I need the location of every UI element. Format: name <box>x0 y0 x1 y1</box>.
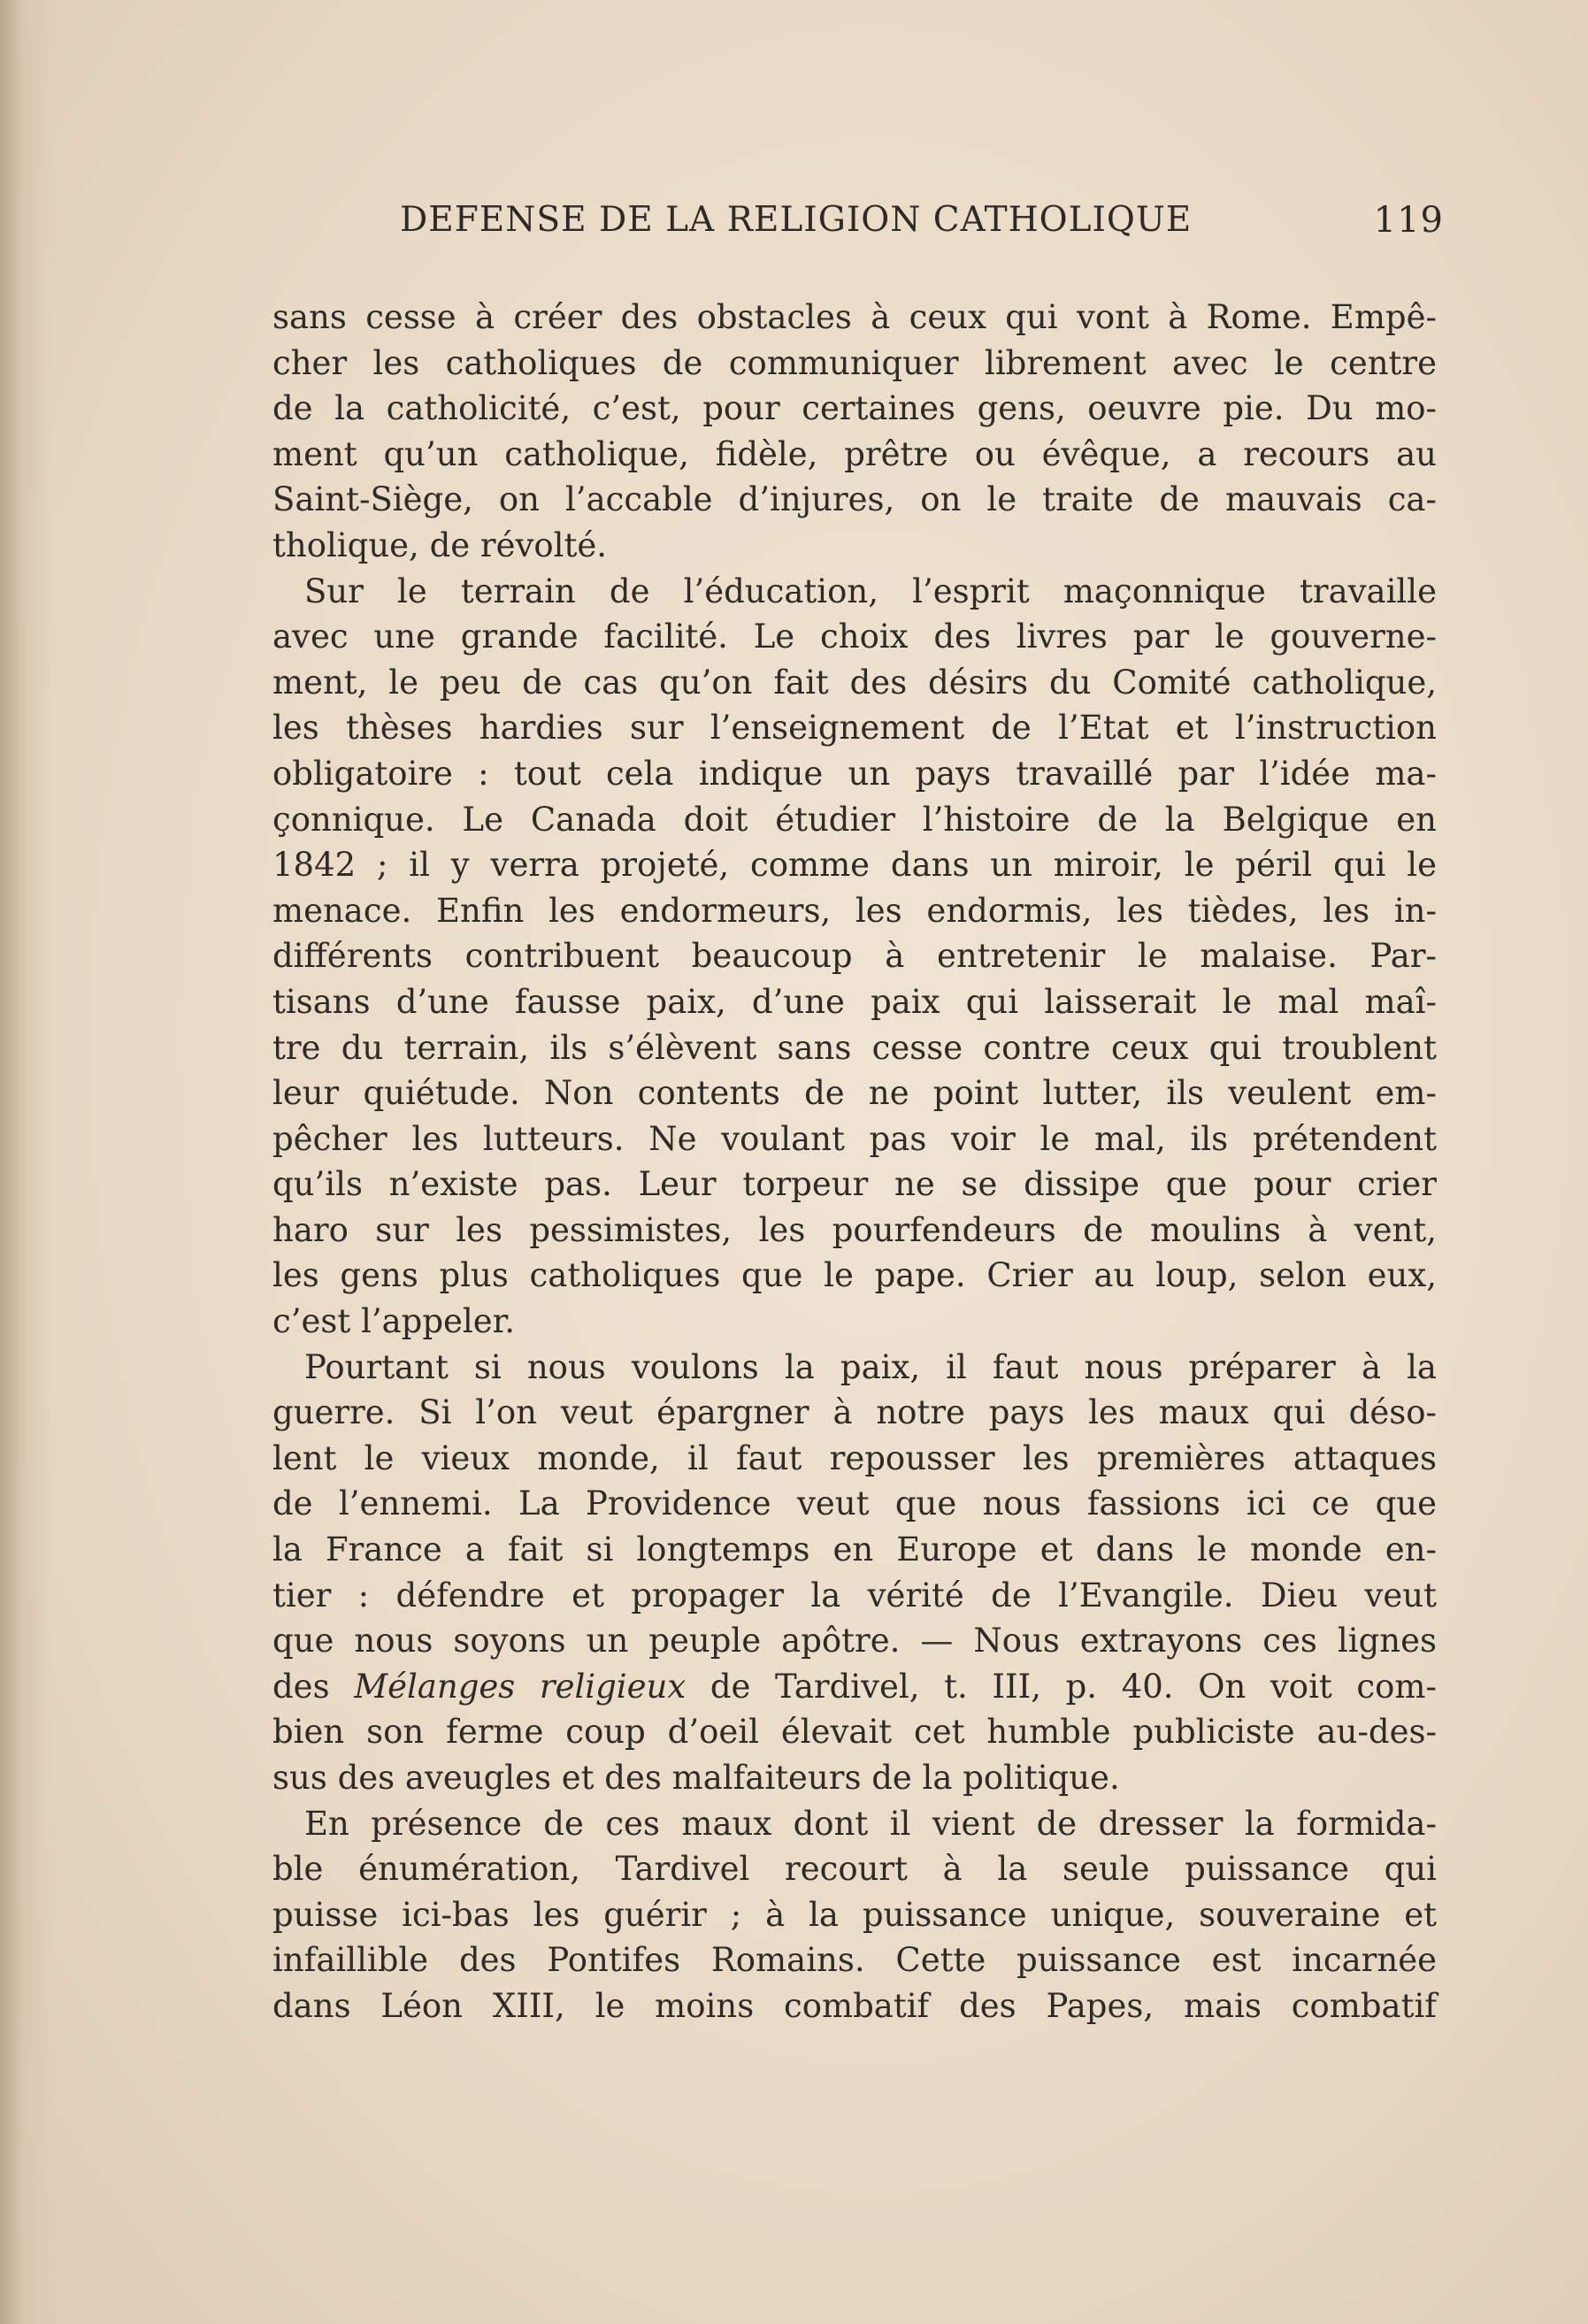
text-line: tisans d’une fausse paix, d’une paix qui laisserait le mal maî- <box>272 982 1437 1021</box>
text-line: guerre. Si l’on veut épargner à notre pays les maux qui déso- <box>272 1393 1437 1432</box>
text-line: ment qu’un catholique, fidèle, prêtre ou évêque, a recours au <box>272 434 1437 473</box>
text-line: dans Léon XIII, le moins combatif des Papes, mais combatif <box>272 1986 1437 2025</box>
text-line: tholique, de révolté. <box>272 525 608 564</box>
text-line: Pourtant si nous voulons la paix, il faut nous préparer à la <box>304 1347 1437 1386</box>
text-line: pêcher les lutteurs. Ne voulant pas voir le mal, ils prétendent <box>272 1119 1437 1158</box>
running-title: DEFENSE DE LA RELIGION CATHOLIQUE <box>400 200 1193 240</box>
text-line: les thèses hardies sur l’enseignement de l’Etat et l’instruction <box>272 709 1437 748</box>
text-line: Sur le terrain de l’éducation, l’esprit maçonnique travaille <box>304 571 1437 610</box>
paragraph-2 <box>272 569 1437 1345</box>
text-line: avec une grande facilité. Le choix des livres par le gouverne- <box>272 617 1437 656</box>
text-line: de l’ennemi. La Providence veut que nous fassions ici ce que <box>272 1484 1437 1523</box>
text-line: En présence de ces maux dont il vient de dresser la formida- <box>304 1804 1437 1843</box>
paragraph-4 <box>272 1801 1437 2029</box>
text-fragment: des <box>272 1667 355 1706</box>
text-line: qu’ils n’existe pas. Leur torpeur ne se dissipe que pour crier <box>272 1165 1437 1204</box>
text-line: ble énumération, Tardivel recourt à la seule puissance qui <box>272 1850 1437 1889</box>
text-line: Saint-Siège, on l’accable d’injures, on le traite de mauvais ca- <box>272 480 1437 519</box>
text-line: infaillible des Pontifes Romains. Cette puissance est incarnée <box>272 1941 1437 1980</box>
body-text <box>272 295 1437 2029</box>
page-number: 119 <box>1373 200 1444 241</box>
text-line: tre du terrain, ils s’élèvent sans cesse contre ceux qui troublent <box>272 1028 1437 1067</box>
paragraph-1 <box>272 295 1437 569</box>
text-line: lent le vieux monde, il faut repousser les premières attaques <box>272 1438 1437 1477</box>
text-line: que nous soyons un peuple apôtre. — Nous extrayons ces lignes <box>272 1622 1437 1661</box>
book-title-italic: Mélanges religieux <box>354 1667 687 1706</box>
text-line: leur quiétude. Non contents de ne point lutter, ils veulent em- <box>272 1074 1437 1113</box>
text-line: 1842 ; il y verra projeté, comme dans un miroir, le péril qui le <box>272 846 1437 885</box>
page-header <box>274 200 1444 253</box>
text-line: les gens plus catholiques que le pape. Crier au loup, selon eux, <box>272 1256 1437 1295</box>
text-line: puisse ici-bas les guérir ; à la puissance unique, souveraine et <box>272 1895 1437 1934</box>
page-gutter-shadow <box>0 0 53 2324</box>
text-line: la France a fait si longtemps en Europe et dans le monde en- <box>272 1530 1437 1569</box>
text-line: sus des aveugles et des malfaiteurs de la politique. <box>272 1759 1120 1797</box>
text-line: ment, le peu de cas qu’on fait des désirs du Comité catholique, <box>272 663 1437 702</box>
text-line: de la catholicité, c’est, pour certaines gens, oeuvre pie. Du mo- <box>272 389 1437 428</box>
text-line: différents contribuent beaucoup à entretenir le malaise. Par- <box>272 937 1437 976</box>
text-line: haro sur les pessimistes, les pourfendeurs de moulins à vent, <box>272 1210 1437 1249</box>
text-line: tier : défendre et propager la vérité de l’Evangile. Dieu veut <box>272 1576 1437 1615</box>
text-line: cher les catholiques de communiquer librement avec le centre <box>272 343 1437 382</box>
text-line: obligatoire : tout cela indique un pays travaillé par l’idée ma- <box>272 754 1437 793</box>
text-fragment: de Tardivel, t. III, p. 40. On voit com- <box>686 1667 1437 1706</box>
text-line: çonnique. Le Canada doit étudier l’histoire de la Belgique en <box>272 800 1437 839</box>
text-line: c’est l’appeler. <box>272 1302 516 1341</box>
paragraph-3 <box>272 1345 1437 1801</box>
text-line-italic-title <box>272 1664 1437 1710</box>
text-line: bien son ferme coup d’oeil élevait cet humble publiciste au-des- <box>272 1713 1437 1752</box>
text-line: menace. Enfin les endormeurs, les endormis, les tièdes, les in- <box>272 891 1437 930</box>
text-line: sans cesse à créer des obstacles à ceux qui vont à Rome. Empê- <box>272 298 1437 336</box>
